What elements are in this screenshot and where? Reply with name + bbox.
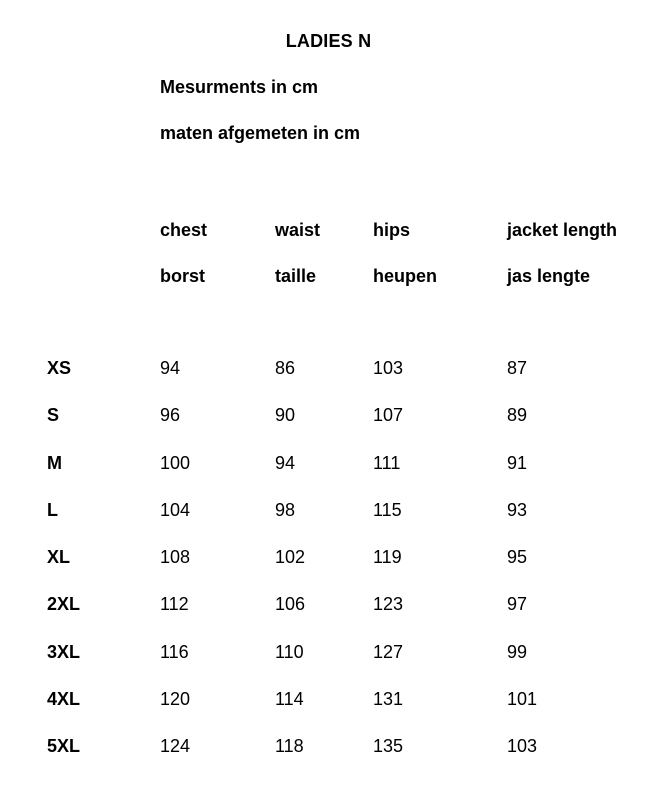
hips-value: 111 xyxy=(373,452,401,473)
table-row xyxy=(0,487,657,534)
hips-value: 127 xyxy=(373,641,404,662)
column-header-waist: waist xyxy=(275,219,321,240)
column-header-jacket-length: jacket length xyxy=(507,219,618,240)
table-row xyxy=(0,676,657,723)
chest-value: 94 xyxy=(160,358,181,379)
table-row xyxy=(0,723,657,770)
subtitle-measurements-en: Mesurments in cm xyxy=(160,77,319,97)
table-row xyxy=(0,629,657,676)
jacket-length-value: 93 xyxy=(507,499,528,520)
hips-value: 107 xyxy=(373,405,404,426)
column-header-heupen: heupen xyxy=(373,265,438,286)
size-label: S xyxy=(47,405,60,426)
size-table-body xyxy=(0,345,657,770)
size-table-header xyxy=(0,207,657,299)
table-row xyxy=(0,392,657,439)
waist-value: 118 xyxy=(275,736,304,757)
table-row xyxy=(0,534,657,581)
hips-value: 103 xyxy=(373,358,404,379)
jacket-length-value: 87 xyxy=(507,358,528,379)
waist-value: 106 xyxy=(275,594,306,615)
waist-value: 110 xyxy=(275,641,304,662)
jacket-length-value: 97 xyxy=(507,594,528,615)
chest-value: 104 xyxy=(160,499,191,520)
column-header-jas-lengte: jas lengte xyxy=(507,265,591,286)
header-spacer-nl xyxy=(0,253,160,299)
size-label: 2XL xyxy=(47,594,81,615)
subtitle-measurements-nl: maten afgemeten in cm xyxy=(160,123,361,143)
jacket-length-value: 103 xyxy=(507,736,538,757)
column-header-hips: hips xyxy=(373,219,411,240)
chest-value: 100 xyxy=(160,452,191,473)
size-label: 3XL xyxy=(47,641,81,662)
chest-value: 120 xyxy=(160,688,191,709)
hips-value: 123 xyxy=(373,594,404,615)
hips-value: 131 xyxy=(373,688,404,709)
waist-value: 98 xyxy=(275,499,296,520)
jacket-length-value: 91 xyxy=(507,452,528,473)
chest-value: 96 xyxy=(160,405,181,426)
size-label: XS xyxy=(47,358,72,379)
waist-value: 114 xyxy=(275,688,304,709)
waist-value: 90 xyxy=(275,405,296,426)
header-spacer-en xyxy=(0,207,160,253)
hips-value: 135 xyxy=(373,736,404,757)
size-label: 4XL xyxy=(47,688,81,709)
waist-value: 94 xyxy=(275,452,296,473)
chest-value: 124 xyxy=(160,736,191,757)
size-label: L xyxy=(47,499,58,520)
jacket-length-value: 89 xyxy=(507,405,528,426)
jacket-length-value: 99 xyxy=(507,641,528,662)
chest-value: 112 xyxy=(160,594,189,615)
chest-value: 116 xyxy=(160,641,189,662)
page-title: LADIES N xyxy=(285,31,372,51)
waist-value: 86 xyxy=(275,358,296,379)
table-row xyxy=(0,440,657,487)
size-label: M xyxy=(47,452,62,473)
column-header-borst: borst xyxy=(160,265,205,286)
hips-value: 119 xyxy=(373,547,402,568)
table-row xyxy=(0,581,657,628)
jacket-length-value: 101 xyxy=(507,688,538,709)
hips-value: 115 xyxy=(373,499,402,520)
size-label: 5XL xyxy=(47,736,81,757)
column-header-chest: chest xyxy=(160,219,208,240)
chest-value: 108 xyxy=(160,547,191,568)
column-header-taille: taille xyxy=(275,265,317,286)
size-label: XL xyxy=(47,547,71,568)
waist-value: 102 xyxy=(275,547,306,568)
jacket-length-value: 95 xyxy=(507,547,528,568)
table-row xyxy=(0,345,657,392)
